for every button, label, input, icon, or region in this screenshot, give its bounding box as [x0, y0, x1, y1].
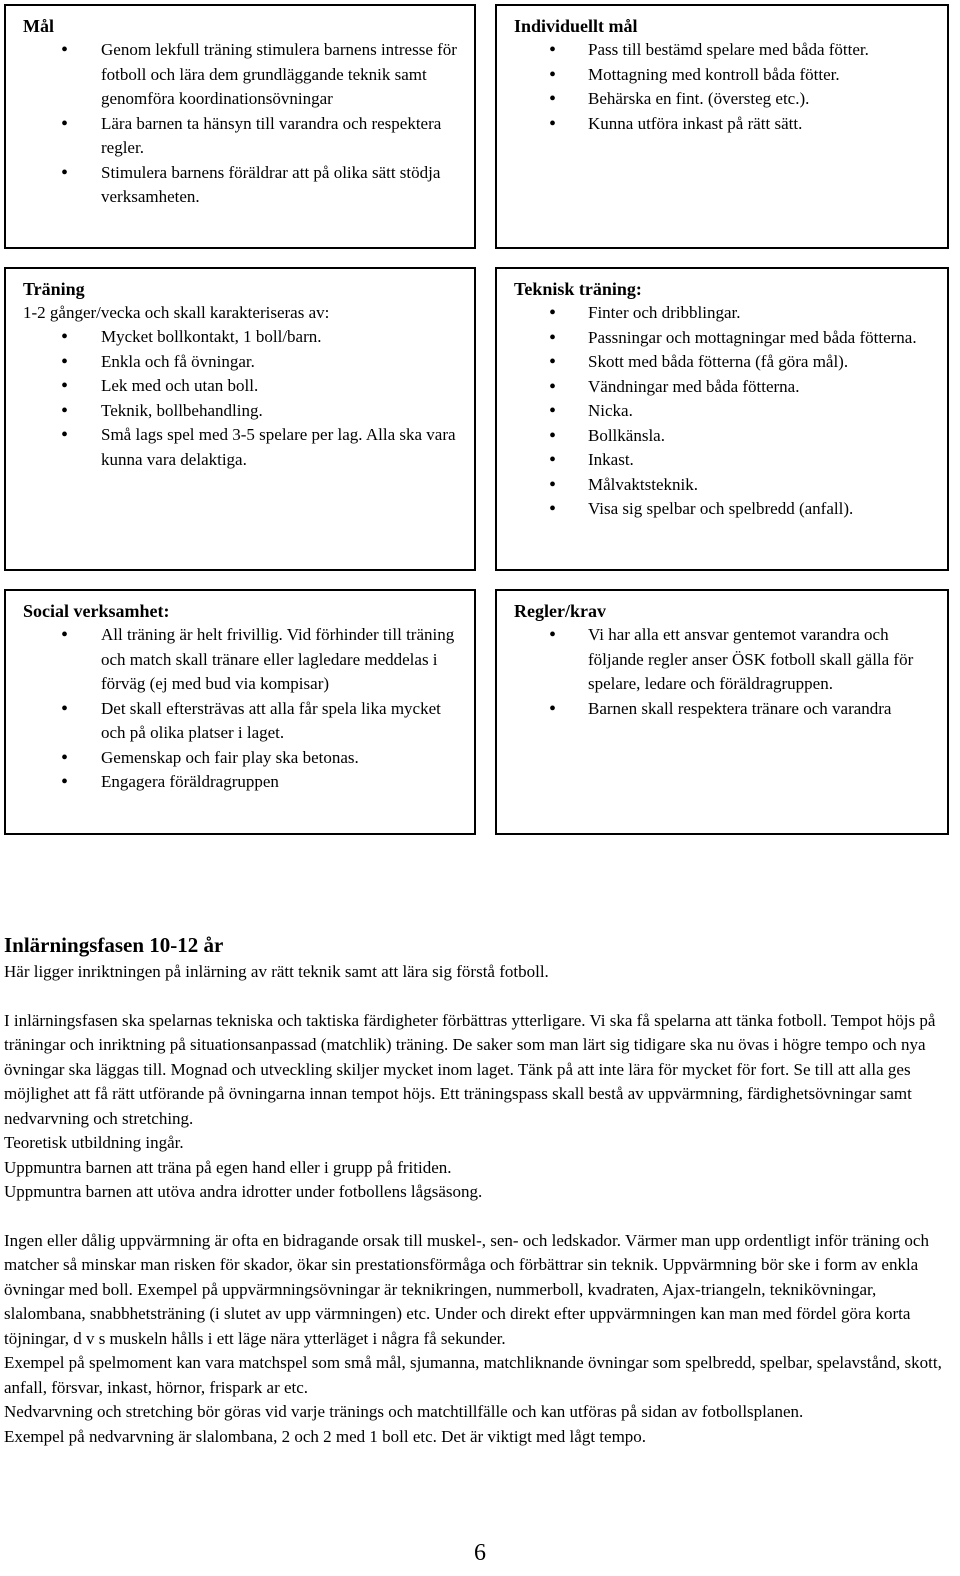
list-item: • Pass till bestämd spelare med båda fötter. — [514, 38, 933, 63]
goals-box — [4, 4, 476, 249]
list-item: • Finter och dribblingar. — [514, 301, 933, 326]
list-item: • Kunna utföra inkast på rätt sätt. — [514, 112, 933, 137]
list-item: • Mottagning med kontroll båda fötter. — [514, 63, 933, 88]
list-item: • Teknik, bollbehandling. — [23, 399, 460, 424]
training-intro: 1-2 gånger/vecka och skall karakteriseras av: — [23, 303, 330, 322]
page-number: 6 — [474, 1540, 486, 1566]
rules-list — [514, 623, 933, 721]
paragraph: Exempel på spelmoment kan vara matchspel som små mål, sjumanna, matchliknande övningar som spelbredd, spelbar, spelavstånd, skott, anfall, försvar, inkast, hörnor, frispark ar etc. — [4, 1353, 942, 1397]
individual-goals-box — [495, 4, 949, 249]
paragraph: Uppmuntra barnen att träna på egen hand eller i grupp på fritiden. — [4, 1157, 452, 1177]
list-item: • Enkla och få övningar. — [23, 350, 460, 375]
list-item: • Behärska en fint. (översteg etc.). — [514, 87, 933, 112]
section-lead: Här ligger inriktningen på inlärning av rätt teknik samt att lära sig förstå fotboll. — [4, 962, 549, 981]
list-item: • Bollkänsla. — [514, 424, 933, 449]
paragraph: Exempel på nedvarvning är slalombana, 2 och 2 med 1 boll etc. Det är viktigt med lågt tempo. — [4, 1426, 647, 1446]
list-item: • Vi har alla ett ansvar gentemot varandra och följande regler anser ÖSK fotboll skall gälla för spelare, ledare och föräldragruppen. — [514, 623, 933, 697]
list-item: • Engagera föräldragruppen — [23, 770, 460, 795]
social-activity-list — [23, 623, 460, 795]
list-item: • Gemenskap och fair play ska betonas. — [23, 746, 460, 771]
list-item: • Stimulera barnens föräldrar att på olika sätt stödja verksamheten. — [23, 161, 460, 210]
list-item: • Skott med båda fötterna (få göra mål). — [514, 350, 933, 375]
list-item: • Genom lekfull träning stimulera barnens intresse för fotboll och lära dem grundläggande teknik samt genomföra koordinationsövningar — [23, 38, 460, 112]
list-item: • Lek med och utan boll. — [23, 374, 460, 399]
paragraph: Ingen eller dålig uppvärmning är ofta en bidragande orsak till muskel-, sen- och ledskador. Värmer man upp ordentligt inför träning och matcher så minskar man risken för skador, ökar sin prestationsförmåga och förbättrar sin teknik. Uppvärmning bör ske i form av enkla övningar med boll. Exempel på uppvärmningsövningar är teknikringen, nummerboll, kvadraten, Ajax-triangeln, teknikövningar, slalombana, snabbhetsträning (i slutet av upp värmningen) etc. Under och direkt efter uppvärmningen kan man med fördel göra korta töjningar, d v s muskeln hålls i ett läge nära ytterläget i några få sekunder. — [4, 1230, 929, 1348]
list-item: • Passningar och mottagningar med båda fötterna. — [514, 326, 933, 351]
list-item: • Visa sig spelbar och spelbredd (anfall). — [514, 497, 933, 522]
training-list — [23, 325, 460, 472]
list-item: • All träning är helt frivillig. Vid förhinder till träning och match skall tränare eller lagledare meddelas i förväg (ej med bud via kompisar) — [23, 623, 460, 697]
technical-training-heading: Teknisk träning: — [514, 279, 642, 299]
list-item: • Lära barnen ta hänsyn till varandra och respektera regler. — [23, 112, 460, 161]
individual-goals-list — [514, 38, 933, 136]
rules-box — [495, 589, 949, 835]
goals-list — [23, 38, 460, 210]
individual-goals-heading: Individuellt mål — [514, 16, 638, 36]
paragraph: I inlärningsfasen ska spelarnas tekniska och taktiska färdigheter förbättras ytterligare. Vi ska få spelarna att tänka fotboll. Tempot höjs på träningar och inriktning på situationsanpassad (matchlik) träning. De saker som man lärt sig tidigare ska nu övas i högre tempo och nya övningar ska läggas till. Mognad och utveckling skiljer mycket inom laget. Tänk på att inte lära för mycket för fort. Se till att alla ges möjlighet att få rätt utförande på övningarna innan tempot höjs. Ett träningspass skall bestå av uppvärmning, färdighetsövningar samt nedvarvning och stretching. — [4, 1010, 936, 1128]
technical-training-box — [495, 267, 949, 571]
paragraph: Nedvarvning och stretching bör göras vid varje tränings och matchtillfälle och kan utföras på sidan av fotbollsplanen. — [4, 1402, 804, 1421]
section-title: Inlärningsfasen 10-12 år — [4, 933, 224, 957]
technical-training-list — [514, 301, 933, 522]
social-activity-box — [4, 589, 476, 835]
paragraph: Teoretisk utbildning ingår. — [4, 1133, 184, 1152]
paragraph: Uppmuntra barnen att utöva andra idrotter under fotbollens lågsäsong. — [4, 1182, 483, 1201]
list-item: • Målvaktsteknik. — [514, 473, 933, 498]
list-item: • Barnen skall respektera tränare och varandra — [514, 697, 933, 722]
list-item: • Inkast. — [514, 448, 933, 473]
list-item: • Nicka. — [514, 399, 933, 424]
list-item: • Det skall eftersträvas att alla får spela lika mycket och på olika platser i laget. — [23, 697, 460, 746]
goals-heading: Mål — [23, 16, 54, 36]
social-activity-heading: Social verksamhet: — [23, 601, 170, 621]
list-item: • Mycket bollkontakt, 1 boll/barn. — [23, 325, 460, 350]
list-item: • Vändningar med båda fötterna. — [514, 375, 933, 400]
list-item: • Små lags spel med 3-5 spelare per lag. Alla ska vara kunna vara delaktiga. — [23, 423, 460, 472]
rules-heading: Regler/krav — [514, 601, 606, 621]
training-heading: Träning — [23, 279, 85, 299]
learning-phase-section — [4, 930, 956, 1449]
training-box — [4, 267, 476, 571]
